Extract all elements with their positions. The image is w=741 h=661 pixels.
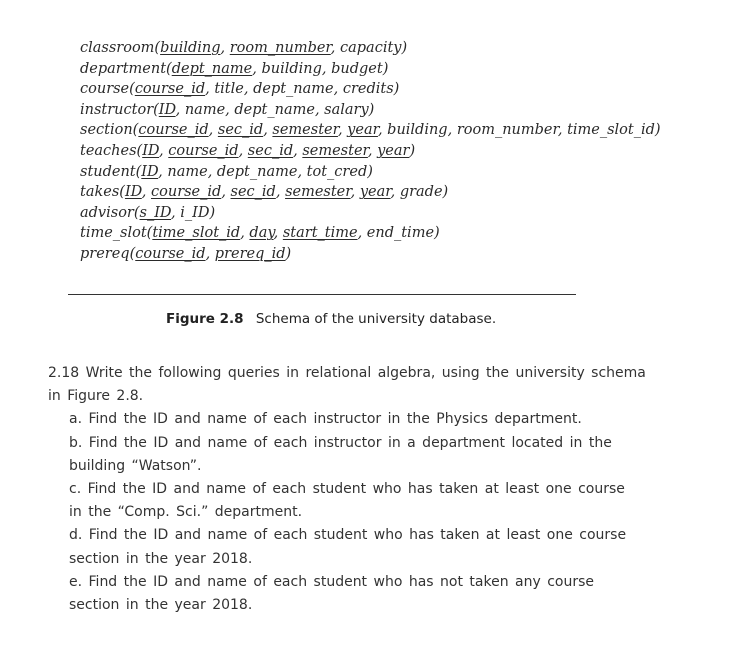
question-item-line: c. Find the ID and name of each student who has taken at least one course (69, 481, 625, 498)
primary-key-attribute: building (160, 40, 221, 56)
schema-relation: teaches(ID, course_id, sec_id, semester, year) (80, 142, 416, 159)
primary-key-attribute: ID (124, 184, 142, 201)
figure-caption (166, 311, 496, 327)
schema-list (80, 38, 700, 265)
attribute: title (214, 81, 244, 98)
schema-relation: takes(ID, course_id, sec_id, semester, year, grade) (80, 184, 449, 201)
question-item-line: a. Find the ID and name of each instructor in the Physics department. (69, 411, 582, 428)
primary-key-attribute: course_id (151, 184, 222, 201)
attribute: building (387, 122, 448, 139)
schema-relation: prereq(course_id, prereq_id) (80, 245, 292, 262)
attribute: name (184, 101, 226, 118)
primary-key-attribute: semester (285, 184, 351, 201)
question-items (69, 408, 688, 617)
schema-relation: classroom(building, room_number, capacity) (80, 40, 408, 56)
attribute: grade (399, 184, 443, 201)
primary-key-attribute: ID (158, 101, 176, 118)
attribute: capacity (340, 40, 402, 56)
primary-key-attribute: sec_id (230, 184, 276, 201)
primary-key-attribute: room_number (229, 40, 331, 56)
relation-name: prereq( (80, 245, 136, 262)
primary-key-attribute: day (249, 225, 274, 242)
attribute: dept_name (216, 163, 298, 180)
relation-name: instructor( (80, 101, 159, 118)
attribute: room_number (456, 122, 558, 139)
primary-key-attribute: year (359, 184, 391, 201)
attribute: building (261, 60, 322, 77)
primary-key-attribute: course_id (135, 245, 206, 262)
schema-relation: advisor(s_ID, i_ID) (80, 204, 216, 221)
primary-key-attribute: year (347, 122, 378, 139)
relation-name: course( (80, 81, 135, 98)
question-item-line: in the “Comp. Sci.” department. (69, 504, 303, 521)
question-item-line: section in the year 2018. (69, 550, 253, 567)
question-intro-line: in Figure 2.8. (48, 388, 144, 405)
primary-key-attribute: ID (142, 142, 160, 159)
question-intro-line: 2.18 Write the following queries in relational algebra, using the university schema (48, 365, 646, 381)
primary-key-attribute: semester (302, 142, 368, 159)
relation-name: time_slot( (80, 225, 153, 242)
relation-name: advisor( (80, 204, 140, 221)
question-item-line: building “Watson”. (69, 457, 202, 474)
figure-label: Figure 2.8 (166, 311, 244, 327)
relation-name: classroom( (80, 40, 161, 56)
question-item-line: section in the year 2018. (69, 597, 253, 614)
relation-name: student( (80, 163, 142, 180)
attribute: dept_name (234, 101, 315, 118)
schema-relation: section(course_id, sec_id, semester, year, building, room_number, time_slot_id) (80, 122, 661, 139)
attribute: budget (331, 60, 383, 77)
question-item-line: e. Find the ID and name of each student who has not taken any course (69, 573, 595, 590)
attribute: dept_name (253, 81, 334, 98)
primary-key-attribute: course_id (134, 81, 206, 98)
exercise-2-18 (48, 362, 688, 617)
schema-relation: course(course_id, title, dept_name, credits) (80, 81, 400, 98)
schema-relation: department(dept_name, building, budget) (80, 60, 389, 77)
attribute: name (167, 163, 208, 180)
relation-name: teaches( (80, 142, 143, 159)
attribute: tot_cred (306, 163, 368, 180)
primary-key-attribute: course_id (138, 122, 209, 139)
relation-name: takes( (80, 184, 125, 201)
figure-divider (68, 294, 576, 295)
primary-key-attribute: year (377, 142, 410, 159)
primary-key-attribute: start_time (282, 225, 358, 242)
primary-key-attribute: ID (141, 163, 159, 180)
figure-caption-text: Schema of the university database. (255, 311, 497, 327)
schema-relation: time_slot(time_slot_id, day, start_time, end_time) (80, 225, 440, 242)
primary-key-attribute: sec_id (217, 122, 264, 139)
primary-key-attribute: course_id (168, 142, 239, 159)
relation-name: section( (80, 122, 139, 139)
attribute: credits (342, 81, 394, 98)
question-item-line: d. Find the ID and name of each student who has taken at least one course (69, 527, 627, 544)
primary-key-attribute: dept_name (171, 60, 253, 77)
relation-name: department( (80, 60, 172, 77)
schema-relation: student(ID, name, dept_name, tot_cred) (80, 163, 373, 180)
primary-key-attribute: s_ID (139, 204, 172, 221)
primary-key-attribute: prereq_id (214, 245, 286, 262)
primary-key-attribute: time_slot_id (152, 225, 241, 242)
attribute: salary (324, 101, 369, 118)
primary-key-attribute: sec_id (247, 142, 294, 159)
schema-relation: instructor(ID, name, dept_name, salary) (80, 101, 375, 118)
attribute: end_time (366, 225, 435, 242)
attribute: i_ID (180, 204, 210, 221)
attribute: time_slot_id (567, 122, 655, 139)
primary-key-attribute: semester (272, 122, 338, 139)
question-item-line: b. Find the ID and name of each instructor in a department located in the (69, 434, 612, 451)
